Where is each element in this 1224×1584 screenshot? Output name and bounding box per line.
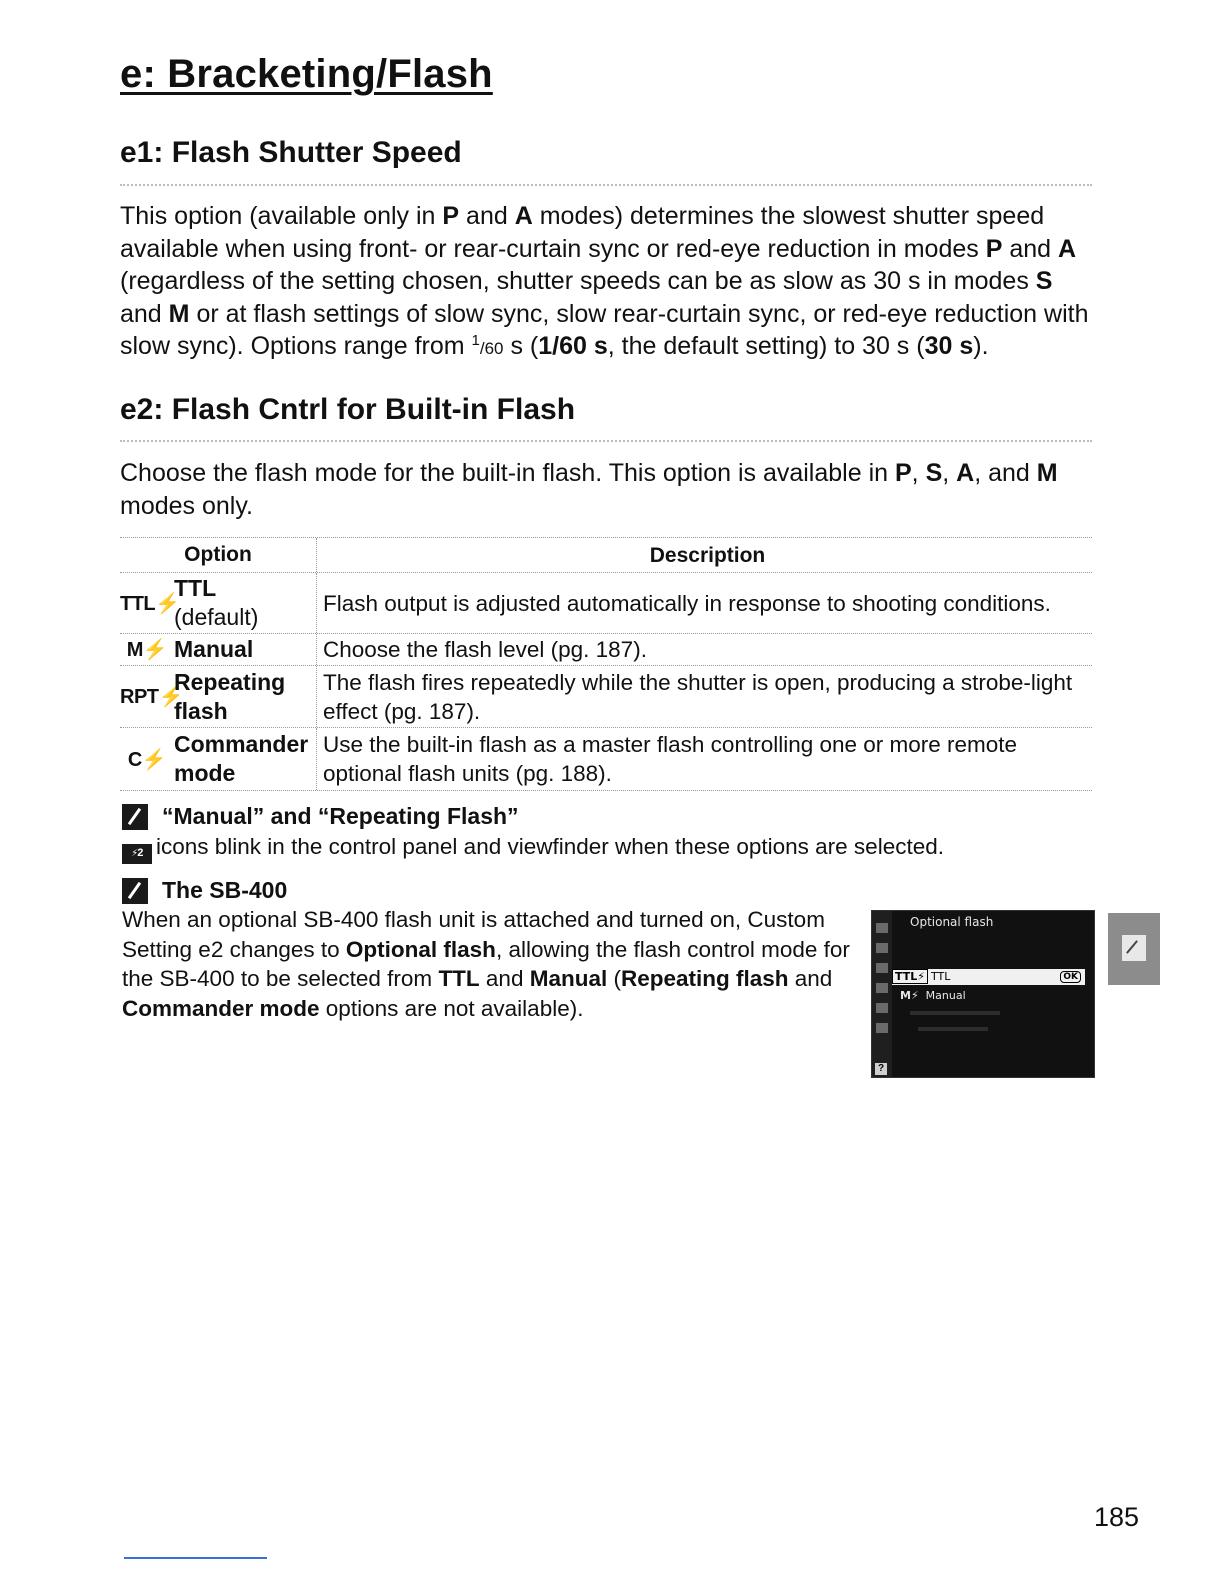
menu-item-selected: TTL⚡ TTL OK <box>892 969 1085 985</box>
table-row <box>120 634 1092 666</box>
e2-heading: e2: Flash Cntrl for Built-in Flash <box>120 393 576 426</box>
pencil-icon <box>122 878 148 904</box>
e1-heading: e1: Flash Shutter Speed <box>120 136 462 169</box>
pencil-icon <box>1122 935 1146 961</box>
manual-flash-icon: M⚡ <box>126 639 168 661</box>
header-description: Description <box>649 543 766 567</box>
e1-divider <box>120 184 1092 186</box>
description-cell: Use the built-in flash as a master flash controlling one or more remote optional flash units (pg. 188). <box>323 732 1018 786</box>
page-title: e: Bracketing/Flash <box>120 52 493 96</box>
menu-item-dim <box>910 1011 1000 1015</box>
ok-icon: OK <box>1060 971 1081 983</box>
commander-flash-icon: C⚡ <box>127 748 167 771</box>
menu-sidebar <box>872 911 892 1077</box>
option-cell: RPT⚡ Repeating flash <box>120 666 317 727</box>
e2-paragraph: Choose the flash mode for the built-in flash. This option is available in P, S, A, and M modes only. <box>120 459 1058 520</box>
flash-mode-table <box>120 537 1092 791</box>
description-cell: Flash output is adjusted automatically in response to shooting conditions. <box>323 590 1051 616</box>
note-sb400 <box>122 877 287 904</box>
table-row <box>120 728 1092 791</box>
note-manual-repeating <box>122 803 519 830</box>
help-icon: ? <box>875 1063 887 1075</box>
e2-divider <box>120 440 1092 442</box>
repeating-flash-icon: RPT⚡ <box>120 686 183 708</box>
note-manual-repeating-text: ⚡2 icons blink in the control panel and viewfinder when these options are selected. <box>122 832 944 864</box>
note-title: “Manual” and “Repeating Flash” <box>162 803 519 829</box>
description-cell: Choose the flash level (pg. 187). <box>323 637 647 662</box>
note-sb400-text: When an optional SB-400 flash unit is attached and turned on, Custom Setting e2 changes to Optional flash, allowing the flash control mode for the SB-400 to be selected from TTL and Manual (Repeating flash and Commander mode options are not available). <box>122 907 850 1021</box>
footer-rule <box>124 1557 267 1559</box>
pencil-icon <box>122 804 148 830</box>
page-number: 185 <box>1094 1502 1140 1532</box>
table-row <box>120 666 1092 728</box>
ttl-flash-icon: TTL⚡ <box>120 592 180 615</box>
note-title: The SB-400 <box>162 877 288 903</box>
camera-menu-screenshot <box>871 910 1095 1078</box>
option-cell: M⚡ Manual <box>120 634 317 665</box>
flash-level-icon: ⚡2 <box>122 844 152 864</box>
option-cell: TTL⚡ TTL (default) <box>120 573 317 633</box>
table-row <box>120 573 1092 634</box>
table-header <box>120 537 1092 573</box>
menu-item-dim <box>918 1027 988 1031</box>
custom-settings-tab <box>1108 913 1160 985</box>
menu-title: Optional flash <box>910 915 994 929</box>
menu-item: M⚡ Manual <box>900 989 966 1002</box>
e1-paragraph: This option (available only in P and A modes) determines the slowest shutter speed available when using front- or rear-curtain sync or red-eye reduction in modes P and A (regardless of the setting chosen, shutter speeds can be as slow as 30 s in modes S and M or at flash settings of slow sync, slow rear-curtain sync, or red-eye reduction with slow sync). Options range from $^1$/60 s (1/60 s, the default setting) to 30 s (30 s). <box>120 202 1089 360</box>
description-cell: The flash fires repeatedly while the shutter is open, producing a strobe-light effect (pg. 187). <box>323 669 1073 724</box>
header-option: Option <box>120 538 317 572</box>
option-cell: C⚡ Commander mode <box>120 728 317 790</box>
